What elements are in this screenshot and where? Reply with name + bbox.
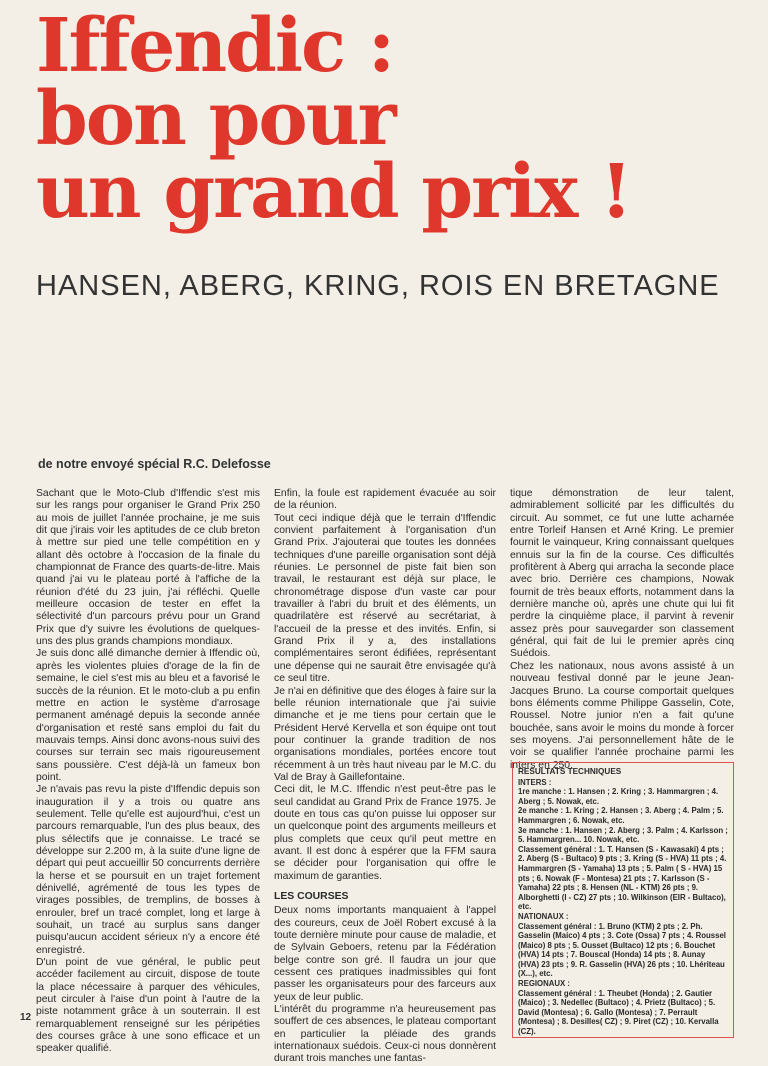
paragraph: Je n'ai en définitive que des éloges à faire sur la belle réunion internationale que j'ai suivie dimanche et je me tiens pour certain que le Président Hervé Kervella et son équipe ont tout pour continuer la grande tradition de nos organisations mondiales, portées encore tout récemment à un très haut niveau par le M.C. du Val de Bray à Gaillefontaine.	[274, 685, 496, 783]
results-line: 1re manche : 1. Hansen ; 2. Kring ; 3. Hammargren ; 4. Aberg ; 5. Nowak, etc.	[518, 787, 719, 806]
paragraph: L'intérêt du programme n'a heureusement pas souffert de ces absences, le plateau comportant en particulier la pléiade des grands internationaux suédois. Ceux-ci nous donnèrent durant trois manches une fantas-	[274, 1004, 496, 1065]
results-line: Classement général : 1. Theubet (Honda) ; 2. Gautier (Maico) ; 3. Nedellec (Bultaco) ; 4. Prietz (Bultaco) ; 5. David (Montesa) ; 6. Gallo (Montesa) ; 7. Perrault (Montesa) ; 8. Desilles( CZ) ; 9. Piret (CZ) ; 10. Kervalla (CZ).	[518, 988, 719, 1037]
paragraph: Deux noms importants manquaient à l'appel des coureurs, ceux de Joël Robert excusé à la toute dernière minute pour cause de maladie, et de Sylvain Geboers, retenu par la Fédération belge contre son gré. Il faudra un jour que cessent ces pratiques inadmissibles qui font passer les organisateurs pour des farceurs aux yeux de leur public.	[274, 905, 496, 1003]
paragraph: Enfin, la foule est rapidement évacuée au soir de la réunion.	[274, 488, 496, 512]
headline-line-3: un grand prix !	[36, 149, 631, 235]
results-line: 2e manche : 1. Kring ; 2. Hansen ; 3. Aberg ; 4. Palm ; 5. Hammargren ; 6. Nowak, etc.	[518, 806, 724, 825]
paragraph: Sachant que le Moto-Club d'Iffendic s'est mis sur les rangs pour organiser le Grand Prix 250 au mois de juillet l'année prochaine, je me suis dit que j'irais voir les aptitudes de ce club breton à mettre sur pied une telle compétition en y allant dès octobre à l'occasion de la finale du championnat de France des quarts-de-litre. Mais quand j'ai vu le plateau porté à l'affiche de la réunion d'été du 23 juin, j'ai réfléchi. Quelle meilleure occasion de tester en effet la sélectivité d'un parcours prévu pour un Grand Prix que d'y suivre les évolutions de quelques-uns des plus grands champions mondiaux.	[36, 488, 260, 648]
byline: de notre envoyé spécial R.C. Delefosse	[38, 457, 271, 471]
headline-line-1: Iffendic :	[36, 3, 394, 89]
results-line: 3e manche : 1. Hansen ; 2. Aberg ; 3. Palm ; 4. Karlsson ; 5. Hammargren... 10. Nowak, etc.	[518, 825, 728, 845]
page-number: 12	[20, 1012, 32, 1023]
article-column-1	[36, 488, 260, 1056]
paragraph: tique démonstration de leur talent, admirablement sollicité par les difficultés du circuit. Au sommet, ce fut une lutte acharnée entre Torleif Hansen et Arné Kring. Le premier fournit le vainqueur, Kring connaissant quelques ennuis sur la fin de la course. Ces difficultés profitèrent à Aberg qui arracha la seconde place avec brio. Derrière ces champions, Nowak fournit de très beaux efforts, notamment dans la dernière manche où, après une chute qui lui fit perdre la cinquième place, il parvint à revenir assez près pour sauvegarder son classement général, qui fait de lui le premier après cinq Suédois.	[510, 488, 734, 660]
section-heading: LES COURSES	[274, 891, 349, 902]
article-column-2	[274, 488, 496, 1066]
subheadline: HANSEN, ABERG, KRING, ROIS EN BRETAGNE	[36, 270, 720, 302]
headline-line-2: bon pour	[36, 76, 395, 162]
results-box	[512, 762, 734, 1038]
article-column-3	[510, 488, 734, 772]
paragraph: Chez les nationaux, nous avons assisté à un nouveau festival donné par le jeune Jean-Jacques Bruno. La course comportait quelques bons éléments comme Philippe Gasselin, Cote, Roussel. Notre junior n'en a fait qu'une bouchée, sans avoir le moins du monde à forcer ses moyens. J'ai personnellement hâte de le voir se qualifier l'année prochaine parmi les inters en 250.	[510, 660, 734, 771]
paragraph: Je suis donc allé dimanche dernier à Iffendic où, après les violentes pluies d'orage de la fin de semaine, le ciel s'est mis au bleu et a favorisé le succès de la réunion. Et le moto-club a pu enfin mettre en action le système d'arrosage permanent aménagé depuis la seconde année d'organisation et resté sans emploi du fait du mauvais temps. Ainsi donc avons-nous suivi des courses sur terrain sec mais rigoureusement sans poussière. C'est déjà-là un fameux bon point.	[36, 648, 260, 783]
paragraph: D'un point de vue général, le public peut accéder facilement au circuit, dispose de toute la place nécessaire à parquer des véhicules, peut circuler à l'aise d'un point à l'autre de la piste notamment grâce à un souterrain. Il est remarquablement renseigné sur les péripéties des courses grâce à une sono efficace et un speaker qualifié.	[36, 957, 260, 1055]
paragraph: Ceci dit, le M.C. Iffendic n'est peut-être pas le seul candidat au Grand Prix de France 1975. Je doute en tous cas qu'on puisse lui opposer sur un quelconque point des arguments meilleurs et plus complets que ceux qu'il peut mettre en avant. Il est donc à espérer que la FFM saura se décider pour l'organisation qui offre le maximum de garanties.	[274, 784, 496, 882]
results-line: Classement général : 1. Bruno (KTM) 2 pts ; 2. Ph. Gasselin (Maico) 4 pts ; 3. Cote (Ossa) 7 pts ; 4. Roussel (Maico) 8 pts ; 5. Ousset (Bultaco) 12 pts ; 6. Bouchet (HVA) 14 pts ; 7. Bouscal (Honda) 14 pts ; 8. Aunay (HVA) 23 pts ; 9. R. Gasselin (HVA) 26 pts ; 10. Lhériteau (X...), etc.	[518, 921, 726, 979]
results-line: INTERS :	[518, 777, 552, 787]
headline	[36, 3, 736, 235]
paragraph: Tout ceci indique déjà que le terrain d'Iffendic convient parfaitement à l'organisation d'un Grand Prix. J'ajouterai que toutes les données techniques d'une pareille organisation sont déjà réunies. Le personnel de piste fait bien son travail, le restaurant est déjà sur place, le chronométrage dispose d'un vaste car pour travailler à l'abri du bruit et des éléments, un quadrilatère est réservé au secrétariat, à l'accueil de la presse et des invités. Enfin, si Grand Prix il y a, des installations complémentaires seront édifiées, représentant une dépense qui ne saurait être envisagée qu'à ce seul titre.	[274, 512, 496, 685]
results-line: NATIONAUX :	[518, 911, 569, 921]
results-line: REGIONAUX :	[518, 979, 570, 989]
paragraph: Je n'avais pas revu la piste d'Iffendic depuis son inauguration il y a trois ou quatre ans seulement. Telle qu'elle est aujourd'hui, c'est un parcours remarquable, l'un des plus beaux, des plus sélectifs que je connaisse. Le tracé se développe sur 2.200 m, à la suite d'une ligne de départ qui peut accueillir 50 concurrents derrière la herse et se poursuit en un trajet fortement dénivellé, agrémenté de tous les types de virages possibles, de tremplins, de bosses à enrouler, bref un tracé complet, long et large à souhait, un tracé au surplus sans danger puisqu'aucun accident sérieux n'y a encore été enregistré.	[36, 784, 260, 956]
results-line: Classement général : 1. T. Hansen (S - Kawasaki) 4 pts ; 2. Aberg (S - Bultaco) 9 pts ; 3. Kring (S - HVA) 11 pts ; 4. Hammargren (S - Yamaha) 13 pts ; 5. Palm ( S - HVA) 15 pts ; 6. Nowak (F - Montesa) 21 pts ; 7. Karlsson (S - Yamaha) 22 pts ; 8. Hensen (NL - KTM) 26 pts ; 9. Alborghetti (I - CZ) 27 pts ; 10. Wilkinson (EIR - Bultaco), etc.	[518, 844, 727, 912]
results-title: RESULTATS TECHNIQUES	[518, 767, 622, 776]
